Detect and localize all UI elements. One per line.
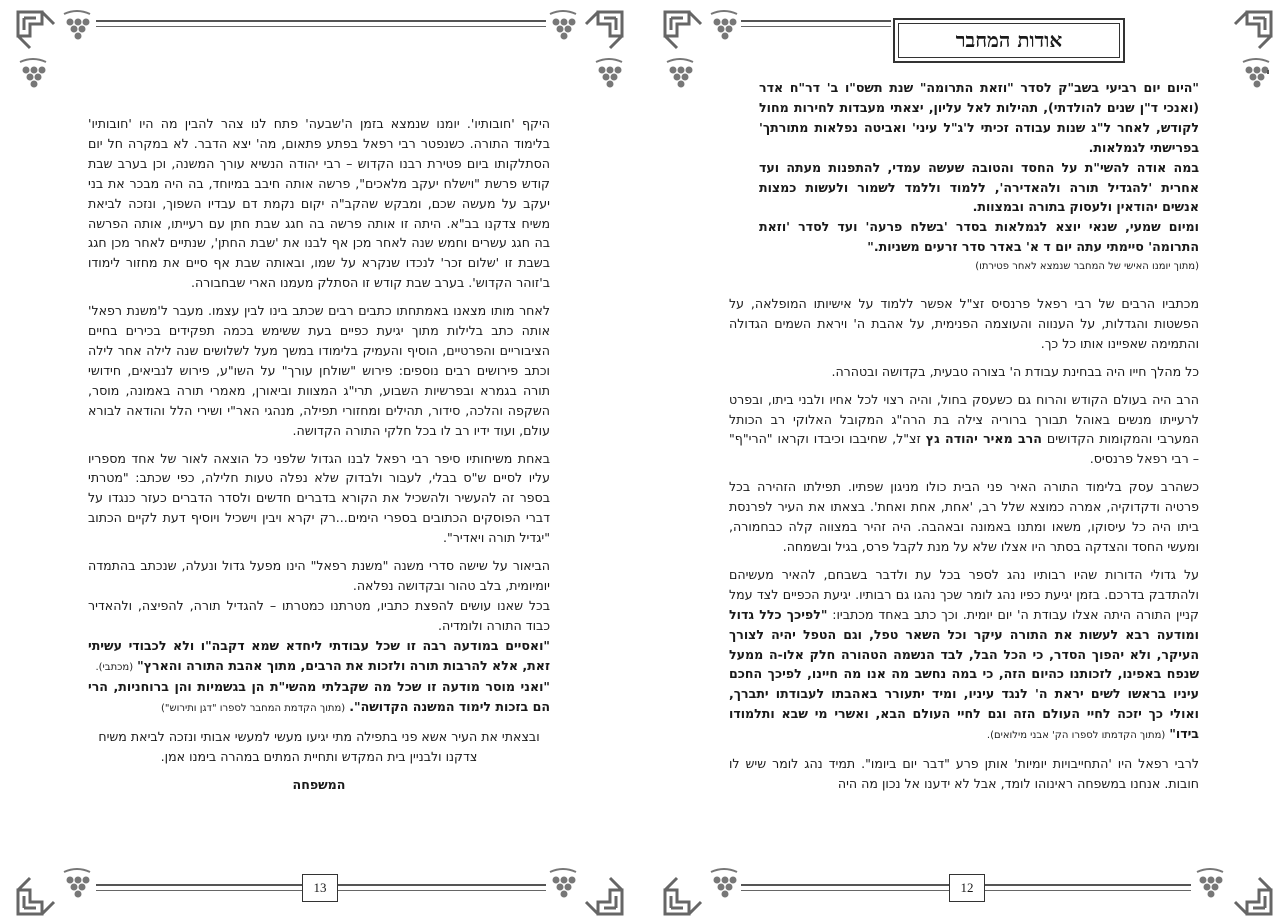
grapes-ornament — [1193, 866, 1227, 906]
paragraph: מכתביו הרבים של רבי רפאל פרנסיס זצ"ל אפשר ללמוד על אישיותו המופלאה, על הפשטות והגדלות, על הענווה והעוצמה הפנימית, על אהבת ה' ויראת השמים הגדולה והתמימה שאפיינו אותו כל כך. — [729, 296, 1199, 351]
left-page-text — [88, 114, 550, 795]
text: על גדולי הדורות שהיו רבותיו נהג לספר בכל עת ולדבר בשבחם, להאיר מעשיהם ולהתדבק בדרכם. בזמן יגיעת כפיו נהג לומר שכך נהגו גם רבותיו. יגיעת הכפיים לצד עמל קניין התורה היתה אצלו עבודת ה' יום יומית. וכך כתב באחד מכתביו: — [729, 566, 1199, 622]
paragraph: כשהרב עסק בלימוד התורה האיר פני הבית כולו מניגון שפתיו. תפילתו הזהירה בכל פרטיה ודקדוקיה, אמרה כמוצא שלל רב, 'אחת, אחת ואחת'. בצאתו את העיר לפרנסת ביתו היה כל עיסוקו, משאו ומתנו באמונה ובאהבה. היה זהיר במצווה קלה כבחמורה, ומעשי החסד והצדקה בסתר היו אצלו שלא על מנת לקבל פרס, בגיל ובשמחה. — [729, 479, 1199, 554]
quote-text: "ואסיים במודעה רבה זו שכל עבודתי ליחדא שמא דקבה"ו ולא לכבודי עשיתי זאת, אלא להרבות תורה ולזכות את הרבים, מתוך אהבת התורה והארץ" — [88, 637, 550, 673]
paragraph — [729, 565, 1199, 746]
paragraph: לרבי רפאל היו 'התחייבויות יומיות' אותן פרע "דבר יום ביומו". תמיד נהג לומר שיש לו חובות. אנחנו במשפחה ראינוהו לומד, אבל לא ידענו אל נכון מה היה — [729, 756, 1199, 791]
grapes-ornament — [707, 866, 741, 906]
quote — [88, 677, 550, 719]
rabbi-name: הרב מאיר יהודה גץ — [925, 431, 1042, 447]
top-rule — [96, 20, 546, 22]
page-number: 13 — [302, 874, 338, 902]
page-title-text: אודות המחבר — [898, 23, 1120, 58]
right-page-text — [729, 294, 1199, 802]
paragraph: כל מהלך חייו היה בבחינת עבודת ה' בצורה טבעית, בקדושה ובטהרה. — [831, 363, 1199, 379]
grapes-ornament — [60, 866, 94, 906]
text: הרב היה בעולם הקודש והרוח גם כשעסק בחול, והיה רצוי לכל אחיו ולבני ביתו, ובפרט לרעייתו מנשים באוהל תבורך ברוריה צילה בת הרה"ג המקובל האלוקי רב הכותל המערבי והמקומות הקדושים — [729, 391, 1199, 447]
top-rule-inner — [96, 26, 546, 27]
paragraph: באחת משיחותיו סיפר רבי רפאל לבנו הגדול שלפני כל הוצאה לאור של אחד מספריו עליו לסיים ש"ס בבלי, לעבור ולבדוק שלא נפלה טעות חלילה, כפי שכתב: "מטרתי בספר זה להעשיר ולהשכיל את הקורא בדברים חדשים ולסדר הדברים כעזר כנגדו על דברי הפוסקים הכתובים בספרי הימים...רק יקרא ויבין וישכיל ויוסיף דעת לקיים הכתוב "יגדיל תורה ויאדיר". — [88, 450, 550, 546]
grapes-ornament — [60, 8, 94, 48]
diary-paragraph: "היום יום רביעי בשב"ק לסדר "וזאת התרומה" שנת תשס"ו ב' דר"ח אדר (ואנכי ד"ן שנים להולדתי), תהילות לאל עליון, יצאתי מעבדות לחירות מחול לקודש, לאחר ל"ג שנות עבודה זכיתי ל'ג"ל עיני' ואביטה נפלאות מתורתך' בפרישתי לגמלאות. — [759, 80, 1199, 155]
diary-source: (מתוך יומנו האישי של המחבר שנמצא לאחר פטירתו) — [975, 261, 1199, 273]
frame-stub — [1267, 70, 1269, 74]
page-title — [893, 18, 1125, 63]
right-page — [641, 0, 1282, 922]
top-rule — [741, 20, 891, 22]
quote-text: "לפיכך כלל גדול ומודעה רבא לעשות את התורה עיקר וכל השאר טפל, וגם הטפל יהיה לצורך העיקר, ולא יהפוך הסדר, כי הכל הבל, לבד הנשמה הטהורה חלק אלו-ה ממעל שנפח באפינו, לזכותנו כהיום הזה, כי במה נחשב מה אנו מה חיינו, לפיכך החכם עיניו בראשו לשים יראת ה' לנגד עיניו, ומיד יתעורר באהבתו לעבודתו יתברך, ואולי כך יזכה לחיי העולם הזה וגם לחיי העולם הבא, ואשרי מי שבא ותלמודו בידו" — [729, 606, 1199, 742]
quote — [88, 636, 550, 678]
closing-paragraph: ובצאתי את העיר אשא פני בתפילה מתי יגיעו מעשי למעשי אבותי ונזכה לביאת משיח צדקנו ולבניין בית המקדש ותחיית המתים במהרה בימנו אמן. — [98, 729, 540, 765]
paragraph: היקף 'חובותיו'. יומנו שנמצא בזמן ה'שבעה' פתח לנו צהר להבין מה היו 'חובותיו' בלימוד התורה. כשנפטר רבי רפאל בפתע פתאום, מה' יצא הדבר. לא במקרה חל יום הסתלקותו ביום פטירת רבנו הקדוש – רבי יהודה הנשיא עורך המשנה, וכן בערב שבת קודש פרשת "וישלח יעקב מלאכים", פרשה אותה חיבב במיוחד, בה היה מבכר את בני יעקב על מעשה שכם, ומבקש שהקב"ה יקום נקמת דם עבדיו השפוך, ונזכה לביאת משיח צדקנו בב"א. היתה זו אותה פרשה בה חגג שבת חתן עם רעייתו, אותה הפרשה בה חגג עשרים וחמש שנה לאחר מכן אף לבנו את 'שבת החתן', שנתיים לאחר מכן חגג בשבת זו 'שלום זכר' לנכדו שנקרא על שמו, ובאותה שבת אף סיים את מחזור לימודו ב'זוהר הקדוש'. בערב שבת קודש זו הסתלק מעמנו הארי שבחבורה. — [88, 116, 550, 291]
quote-source: (מתוך הקדמת המחבר לספרו "דגן ותירוש") — [161, 703, 346, 715]
quote-text: "ואני מוסר מודעה זו שכל מה שקבלתי מהשי"ת הן בגשמיות והן ברוחניות, הרי הם בזכות לימוד המשנה הקדושה". — [88, 679, 550, 715]
grapes-ornament — [1239, 56, 1273, 96]
text: זצ"ל, שחיבבו וכיבדו וקראו "הרי"ף" – רבי רפאל פרנסיס. — [729, 431, 1199, 467]
paragraph: בכל שאנו עושים להפצת כתביו, מטרתנו כמטרתו – להגדיל תורה, להפיצה, ולהאדיר כבוד התורה ולומדיה. — [88, 597, 550, 633]
grapes-ornament — [16, 56, 50, 96]
diary-quote — [759, 78, 1199, 277]
quote-source: (מכתבי). — [95, 661, 134, 673]
grapes-ornament — [546, 8, 580, 48]
grapes-ornament — [663, 56, 697, 96]
paragraph: לאחר מותו מצאנו באמתחתו כתבים רבים שכתב בינו לבין עצמו. מעבר ל'משנת רפאל' אותה כתב בלילות מתוך יגיעת כפיים בעת ששימש בכמה תפקידים בכירים בחיים הציבוריים והפרטיים, הוסיף והעמיק בלימודו במשך מעל לשלושים שנה לילה אחר לילה וכתב פירושים רבים נוספים: פירוש "שולחן עורך" על השו"ע, פירוש לנביאים, חידושי תורה בגמרא ובפרשיות השבוע, תרי"ג המצוות וביאורן, מאמרי תורה באמונה, מוסר, השקפה והלכה, סידור, תהילים ומחזורי תפילה, מנהגי האר"י ושירי הלל והודאה לבורא עולם, ועוד ידיו רב לו בכל חלקי התורה הקדושה. — [88, 303, 550, 438]
page-number: 12 — [949, 874, 985, 902]
top-rule-inner — [741, 26, 891, 27]
diary-paragraph: במה אודה להשי"ת על החסד והטובה שעשה עמדי, להתפנות מעתה ועד אחרית 'להגדיל תורה ולהאדירה', ללמוד וללמד לשמור ולעשות כמצות אנשים יהודאין ולעסוק בתורה ובמצוות. — [759, 159, 1199, 215]
paragraph: הביאור על שישה סדרי משנה "משנת רפאל" הינו מפעל גדול ונעלה, שנכתב בהתמדה יומיומית, בלב טהור ובקדושה נפלאה. — [88, 558, 550, 593]
grapes-ornament — [592, 56, 626, 96]
signature: המשפחה — [292, 777, 346, 793]
grapes-ornament — [546, 866, 580, 906]
quote-source: (מתוך הקדמתו לספרו הק' אבני מילואים). — [986, 730, 1166, 742]
diary-paragraph: ומיום שמעי, שנאי יוצא לגמלאות בסדר 'בשלח פרעה' ועד לסדר 'וזאת התרומה' סיימתי עתה יום ד א' באדר סדר זרעים משניות." — [759, 219, 1199, 255]
grapes-ornament — [707, 8, 741, 48]
paragraph — [729, 390, 1199, 470]
